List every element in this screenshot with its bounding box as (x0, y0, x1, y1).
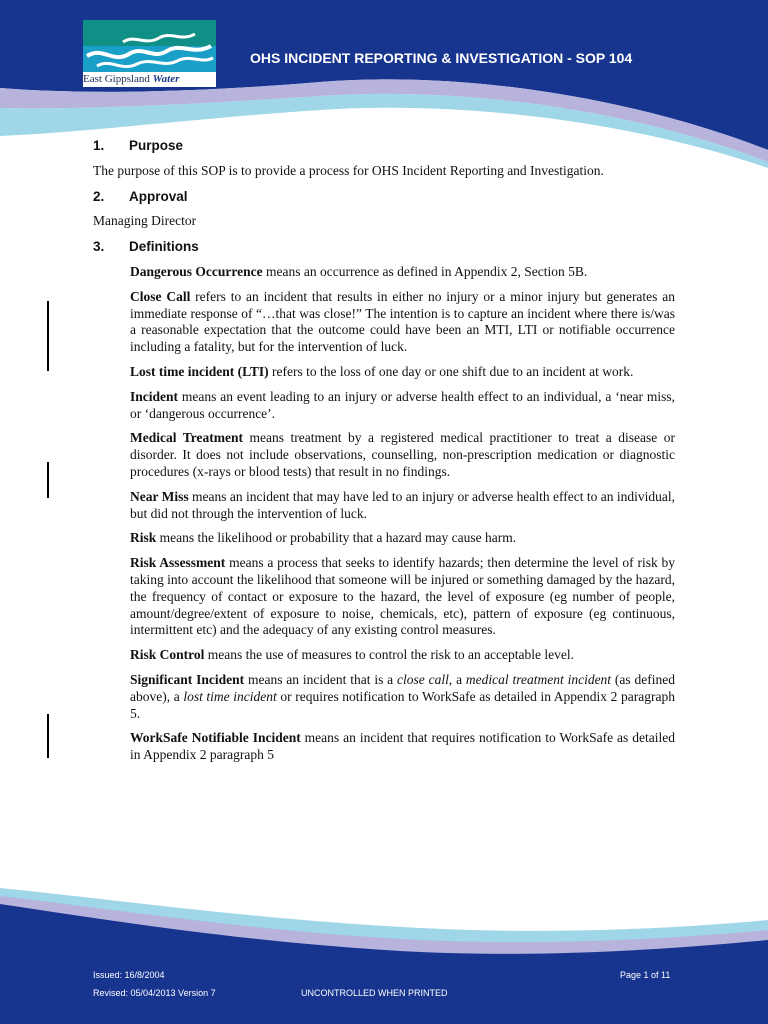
revision-bar (47, 462, 49, 498)
definition-near-miss: Near Miss means an incident that may have led to an injury or adverse health effect to an individual, but did not through the intervention of luck. (130, 488, 675, 521)
document-body (93, 138, 675, 772)
revision-bar (47, 301, 49, 371)
approval-text: Managing Director (93, 213, 197, 229)
definition-medical-treatment: Medical Treatment means treatment by a registered medical practitioner to treat a disease or disorder. It does not include observations, counselling, non-prescription medication or diagnostic procedures (x-rays or blood tests) that result in no findings. (130, 430, 676, 479)
definition-significant-incident: Significant Incident means an incident that is a close call, a medical treatment incident (as defined above), a lost time incident or requires notification to WorkSafe as detailed in Appendix 2 paragraph 5. (130, 671, 675, 721)
issued-date: Issued: 16/8/2004 (93, 970, 165, 980)
water-waves-icon (83, 20, 216, 72)
logo-wordmark: East Gippsland Water (83, 73, 180, 85)
definition-close-call: Close Call refers to an incident that results in either no injury or a minor injury but generates an immediate response of “…that was close!” The intention is to capture an incident where there is/was a reasonable expectation that the outcome could have been an MTI, LTI or notifiable occurrence including a fatality, but for the intervention of luck. (130, 288, 675, 355)
section-heading-definitions: 3. Definitions (93, 239, 199, 255)
definition-risk: Risk means the likelihood or probability that a hazard may cause harm. (130, 530, 517, 546)
definitions-list (130, 264, 675, 764)
company-logo (83, 20, 216, 87)
definition-dangerous-occurrence: Dangerous Occurrence means an occurrence as defined in Appendix 2, Section 5B. (130, 263, 588, 279)
definition-incident: Incident means an event leading to an injury or adverse health effect to an individual, a ‘near miss, or ‘dangerous occurrence’. (130, 388, 675, 421)
definition-lost-time-incident: Lost time incident (LTI) refers to the loss of one day or one shift due to an incident at work. (130, 363, 634, 379)
definition-worksafe-notifiable-incident: WorkSafe Notifiable Incident means an incident that requires notification to WorkSafe as detailed in Appendix 2 paragraph 5 (130, 730, 675, 763)
page-number: Page 1 of 11 (620, 970, 671, 980)
definition-risk-control: Risk Control means the use of measures to control the risk to an acceptable level. (130, 647, 575, 663)
revised-date: Revised: 05/04/2013 Version 7 (93, 988, 216, 998)
purpose-text: The purpose of this SOP is to provide a process for OHS Incident Reporting and Investigation. (93, 162, 604, 178)
revision-bar (47, 714, 49, 758)
document-title: OHS INCIDENT REPORTING & INVESTIGATION - SOP 104 (250, 50, 633, 66)
footer-banner (0, 880, 768, 1024)
uncontrolled-notice: UNCONTROLLED WHEN PRINTED (301, 988, 448, 998)
definition-risk-assessment: Risk Assessment means a process that seeks to identify hazards; then determine the level of risk by taking into account the likelihood that someone will be injured or something damaged by the hazard, the frequency of contact or exposure to the hazard, the level of exposure (eg number of people, amount/degree/extent of exposure to noise, chemicals, etc), pattern of exposure (eg continuous, intermittent etc) and the adequacy of any existing control measures. (130, 555, 676, 638)
section-heading-purpose: 1. Purpose (93, 138, 184, 153)
section-heading-approval: 2. Approval (93, 188, 188, 204)
